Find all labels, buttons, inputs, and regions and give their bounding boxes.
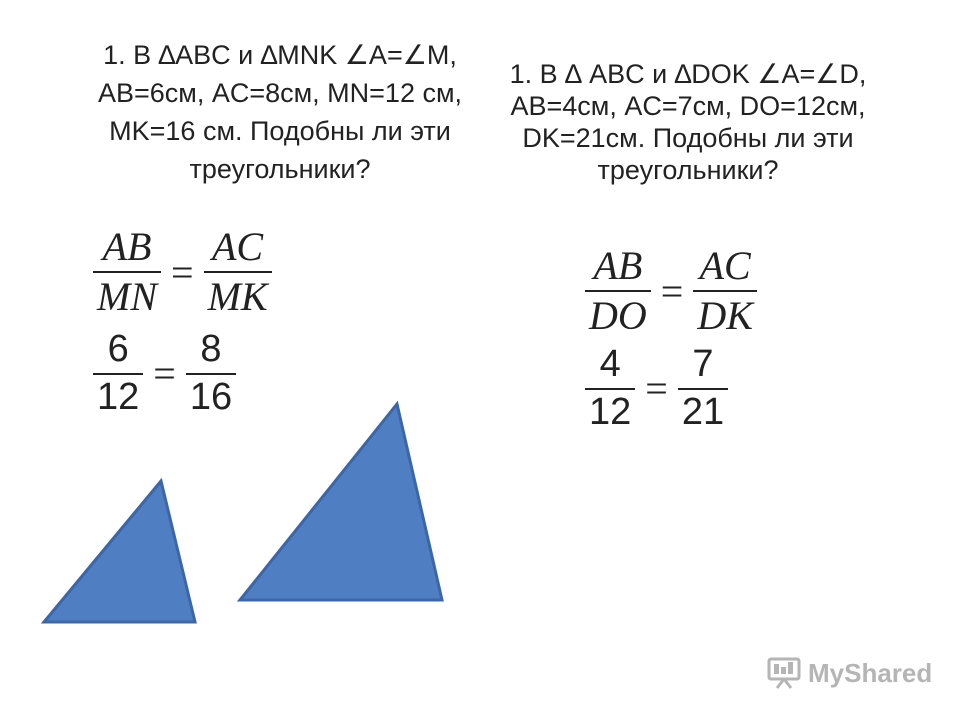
small-triangle bbox=[44, 481, 195, 622]
problem-left-line-2: AB=6см, AC=8см, MN=12 см, bbox=[97, 78, 463, 108]
watermark-text: MyShared bbox=[808, 657, 933, 688]
fraction-denominator: 16 bbox=[189, 375, 233, 418]
fraction-numerator: AC bbox=[212, 224, 264, 269]
problem-left-line-4: треугольники? bbox=[189, 154, 371, 184]
fraction-denominator: DK bbox=[697, 293, 753, 338]
myshared-watermark bbox=[766, 656, 932, 690]
presentation-board-icon bbox=[766, 656, 802, 690]
equals-sign: = bbox=[645, 366, 668, 412]
fraction-numerator: AB bbox=[593, 243, 643, 288]
fraction-numerator: AB bbox=[102, 224, 152, 269]
fraction-denominator: 12 bbox=[589, 390, 632, 433]
problem-right-line-2: AB=4см, AC=7см, DO=12см, bbox=[510, 91, 866, 121]
fraction-denominator: 21 bbox=[681, 390, 725, 433]
fraction-denominator: DO bbox=[589, 293, 647, 338]
problem-right-line-1: 1. В ∆ ABC и ∆DOK ∠A=∠D, bbox=[509, 59, 867, 89]
problem-right-line-3: DK=21см. Подобны ли эти bbox=[522, 123, 854, 153]
fraction-denominator: MN bbox=[97, 274, 157, 319]
fraction-denominator: 12 bbox=[97, 375, 140, 418]
problem-right-line-4: треугольники? bbox=[597, 155, 779, 185]
fraction-numerator: 4 bbox=[599, 343, 621, 385]
equals-sign: = bbox=[153, 351, 176, 397]
fraction-denominator: MK bbox=[207, 274, 268, 319]
fraction-numerator: 6 bbox=[107, 328, 129, 370]
fraction-numerator: AC bbox=[699, 243, 751, 288]
equals-sign: = bbox=[660, 268, 684, 314]
fraction-numerator: 7 bbox=[692, 343, 714, 385]
equals-sign: = bbox=[171, 249, 194, 295]
problem-left-line-1: 1. В ∆ABC и ∆MNK ∠A=∠M, bbox=[103, 40, 457, 70]
large-triangle bbox=[240, 404, 442, 600]
problem-left-line-3: MK=16 см. Подобны ли эти bbox=[109, 116, 451, 146]
fraction-numerator: 8 bbox=[200, 328, 222, 370]
